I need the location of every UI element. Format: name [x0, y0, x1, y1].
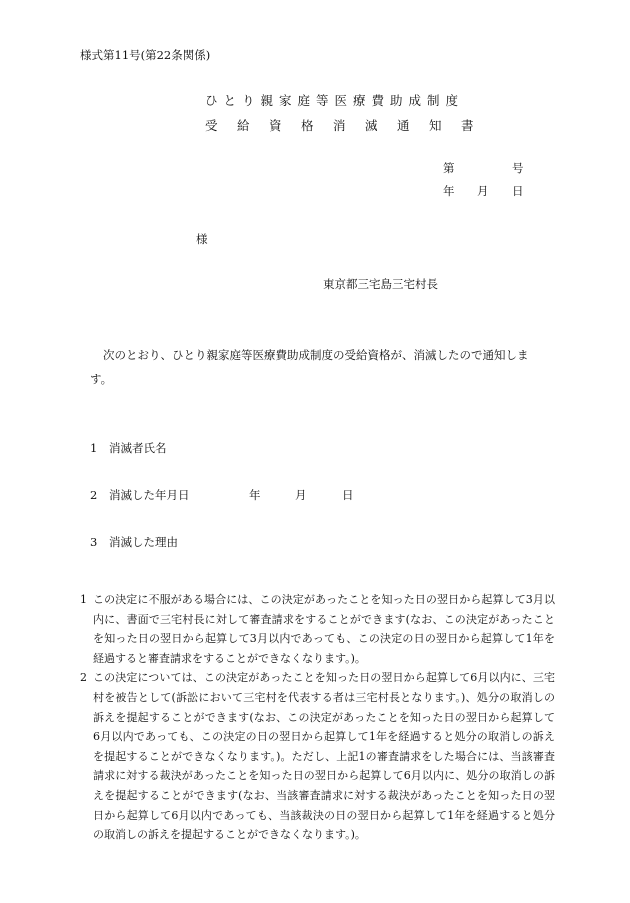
- appeal-note-2-text: この決定については、この決定があったことを知った日の翌日から起算して6月以内に、三宅村を被告として(訴訟において三宅村を代表する者は三宅村長となります。)、処分の取消しの訴えを提起することができます(なお、この決定があったことを知った日の翌日から起算して6月以内であっても、この決定の日の翌日から起算して1年を経過すると処分の取消しの訴えを提起することができなくなります。)。ただし、上記1の審査請求をした場合には、当該審査請求に対する裁決があったことを知った日の翌日から起算して6月以内に、処分の取消しの訴えを提起することができます(なお、当該審査請求に対する裁決があったことを知った日の翌日から起算して6月以内であっても、当該裁決の日の翌日から起算して1年を経過すると処分の取消しの訴えを提起することができなくなります。)。: [93, 671, 555, 842]
- appeal-note-2: [80, 668, 555, 844]
- issuer-name: 東京都三宅島三宅村長: [323, 277, 438, 291]
- notice-line-1: 次のとおり、ひとり親家庭等医療費助成制度の受給資格が、消滅したので通知しま: [103, 348, 529, 362]
- item-3-label: 消滅した理由: [109, 535, 178, 549]
- item-3-number: 3: [90, 535, 98, 549]
- document-title-line2: 受給資格消滅通知書: [205, 118, 494, 133]
- doc-number-prefix: 第: [443, 161, 455, 175]
- form-number: 様式第11号(第22条関係): [80, 48, 211, 62]
- appeal-note-1-text: この決定に不服がある場合には、この決定があったことを知った日の翌日から起算して3月以内に、書面で三宅村長に対して審査請求をすることができます(なお、この決定があったことを知った日の翌日から起算して3月以内であっても、この決定の日の翌日から起算して1年を経過すると審査請求をすることができなくなります。)。: [93, 593, 555, 665]
- item-2-year-label: 年: [249, 488, 261, 502]
- item-1-number: 1: [90, 441, 98, 455]
- appeal-note-1: [80, 590, 555, 668]
- doc-number-suffix: 号: [512, 161, 524, 175]
- date-month-label: 月: [477, 184, 489, 198]
- item-2-label: 消滅した年月日: [109, 488, 190, 502]
- date-year-label: 年: [443, 184, 455, 198]
- addressee-suffix: 様: [196, 232, 208, 246]
- notice-line-2: す。: [90, 372, 113, 386]
- date-day-label: 日: [512, 184, 524, 198]
- appeal-note-2-number: 2: [80, 671, 87, 685]
- appeal-note-1-number: 1: [80, 593, 87, 606]
- item-2-day-label: 日: [342, 488, 354, 502]
- item-1-label: 消滅者氏名: [109, 441, 167, 455]
- item-2-number: 2: [90, 488, 98, 502]
- item-2-month-label: 月: [295, 488, 307, 502]
- appeal-notes: [80, 590, 555, 845]
- document-title-line1: ひとり親家庭等医療費助成制度: [205, 93, 465, 108]
